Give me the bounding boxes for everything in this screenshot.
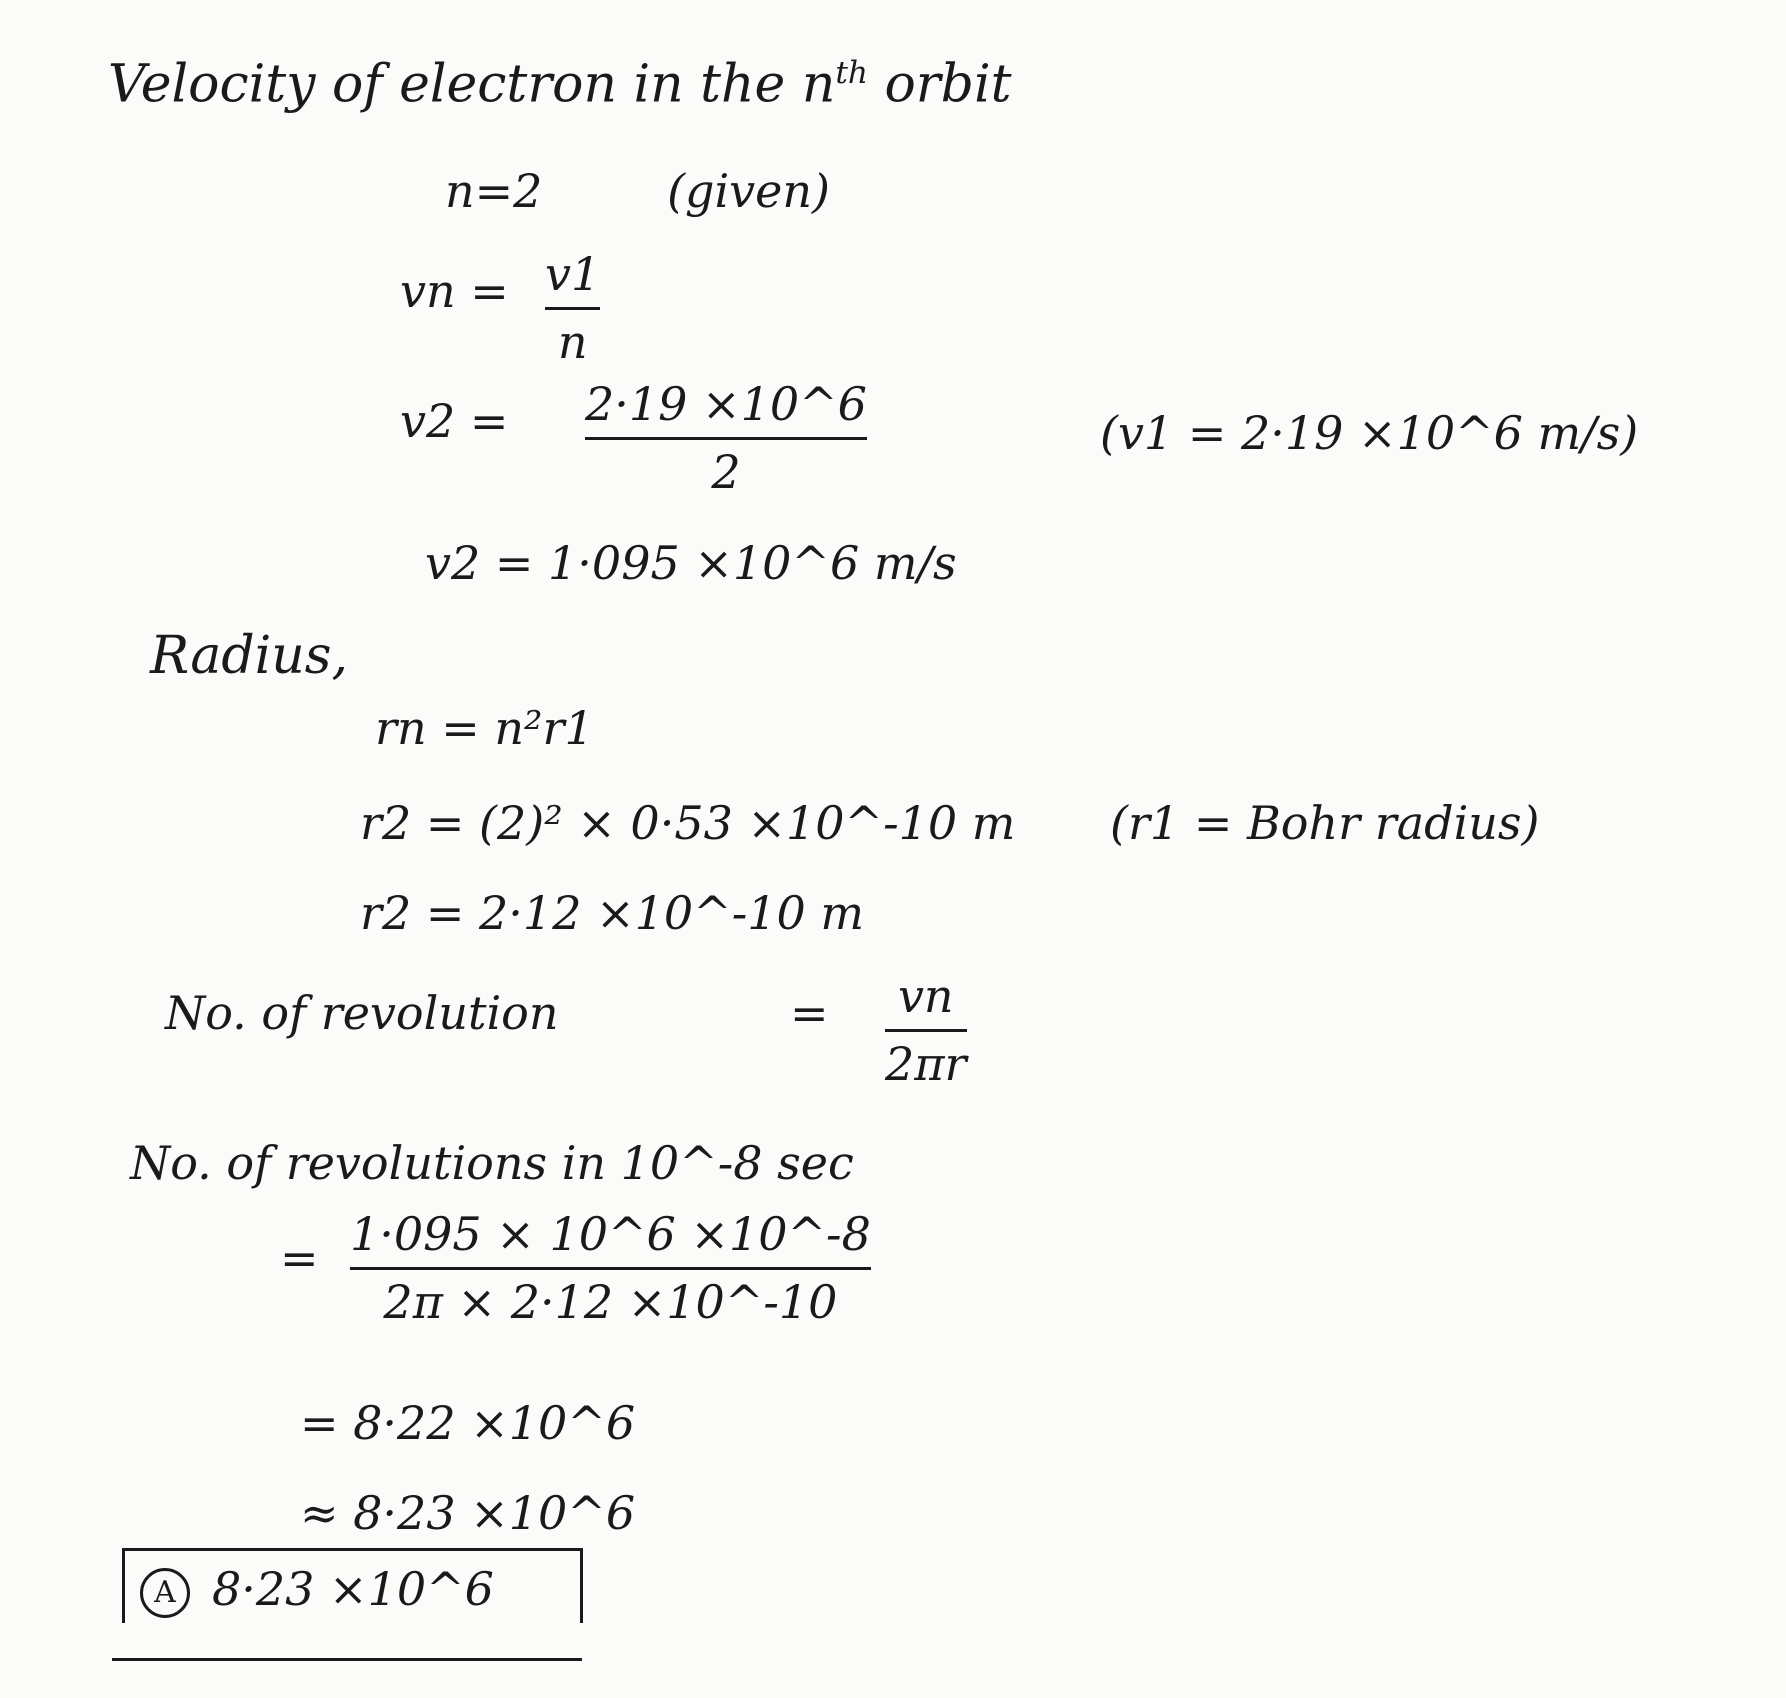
given-value: n=2: [445, 164, 543, 218]
v2-calc-fraction: [585, 378, 867, 499]
heading-sup: th: [835, 55, 868, 91]
revolution-result-approx: ≈ 8·23 ×10^6: [300, 1486, 636, 1540]
revolution-calc-num: 1·095 × 10^6 ×10^-8: [350, 1207, 871, 1261]
v2-calc-num: 2·19 ×10^6: [585, 377, 867, 431]
answer-box-underline: [112, 1658, 582, 1661]
revolution-formula-num: vn: [897, 969, 954, 1023]
v2-result: v2 = 1·095 ×10^6 m/s: [425, 536, 957, 590]
revolution-result-exact: = 8·22 ×10^6: [300, 1396, 636, 1450]
fraction-bar: [885, 1029, 967, 1032]
answer-value: 8·23 ×10^6: [212, 1562, 494, 1616]
fraction-bar: [545, 307, 600, 310]
revolutions-time-line: No. of revolutions in 10^-8 sec: [130, 1136, 854, 1190]
v1-note: (v1 = 2·19 ×10^6 m/s): [1100, 406, 1639, 460]
revolution-formula-lhs: No. of revolution: [165, 986, 559, 1040]
answer-option-circle: A: [140, 1568, 190, 1618]
radius-label: Radius,: [150, 626, 348, 686]
v2-calc-den: 2: [711, 444, 741, 499]
r2-result: r2 = 2·12 ×10^-10 m: [360, 886, 865, 940]
velocity-formula-fraction: [545, 248, 600, 369]
velocity-formula-den: n: [557, 314, 588, 369]
fraction-bar: [350, 1267, 871, 1270]
heading: [108, 54, 1012, 115]
velocity-formula-lhs: vn =: [400, 264, 509, 318]
v2-calc-lhs: v2 =: [400, 394, 509, 448]
bohr-radius-note: (r1 = Bohr radius): [1110, 796, 1540, 850]
revolution-formula-eq: =: [790, 986, 829, 1040]
revolution-formula-den: 2πr: [885, 1036, 967, 1091]
revolution-calc-fraction: [350, 1208, 871, 1329]
revolution-calc-den: 2π × 2·12 ×10^-10: [383, 1274, 838, 1329]
revolution-calc-eq: =: [280, 1231, 319, 1285]
revolution-formula-fraction: [885, 970, 967, 1091]
velocity-formula-num: v1: [545, 247, 601, 301]
fraction-bar: [585, 437, 867, 440]
r2-calc: r2 = (2)² × 0·53 ×10^-10 m: [360, 796, 1016, 850]
radius-formula: rn = n²r1: [375, 701, 594, 755]
heading-tail: orbit: [867, 54, 1012, 115]
given-note: (given): [667, 164, 830, 218]
given-line: [445, 164, 830, 218]
heading-text: Velocity of electron in the n: [108, 54, 836, 115]
answer: [140, 1562, 494, 1618]
